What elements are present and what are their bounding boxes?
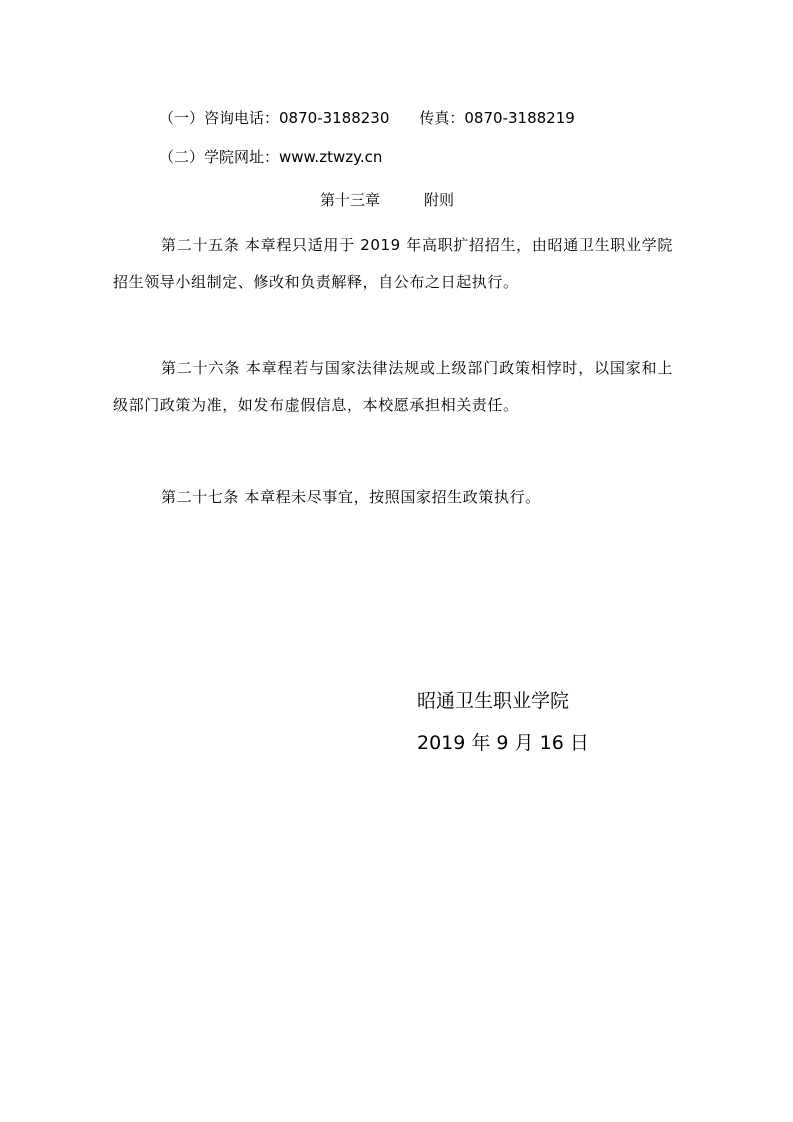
contact-phone-fax: （一）咨询电话：0870-3188230 传真：0870-3188219 [159,109,575,127]
contact-website: （二）学院网址：www.ztwzy.cn [159,148,383,166]
chapter-heading [320,190,454,210]
article-26: 第二十六条 本章程若与国家法律法规或上级部门政策相悖时，以国家和上级部门政策为准，如发布虚假信息，本校愿承担相关责任。 [113,359,673,414]
signature-date: 2019 年 9 月 16 日 [417,732,589,754]
article-27: 第二十七条 本章程未尽事宜，按照国家招生政策执行。 [161,488,541,506]
article-25: 第二十五条 本章程只适用于 2019 年高职扩招招生，由昭通卫生职业学院招生领导小组制定、修改和负责解释，自公布之日起执行。 [113,236,673,291]
chapter-number: 第十三章 [320,191,381,209]
chapter-title: 附则 [424,191,455,209]
signature-institution: 昭通卫生职业学院 [417,690,570,712]
